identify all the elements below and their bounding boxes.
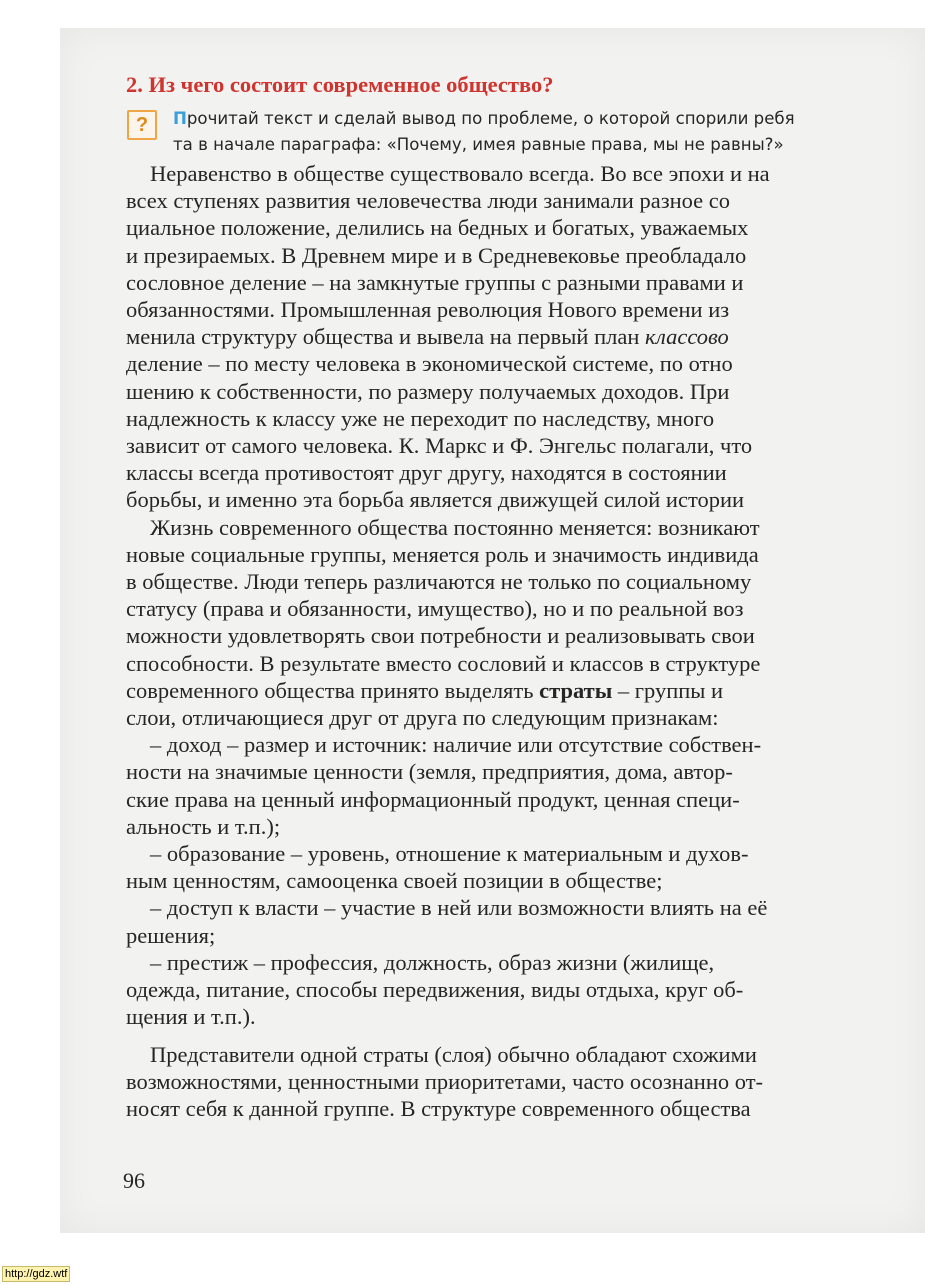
list-item-power <box>126 894 891 948</box>
text-line: обязанностями. Промышленная революция Нового времени из <box>126 297 730 323</box>
text-line: в обществе. Люди теперь различаются не только по социальному <box>126 569 752 595</box>
text-line <box>126 323 891 350</box>
term-class: классово <box>645 324 729 350</box>
text-line <box>126 677 891 704</box>
text-line: ности на значимые ценности (земля, предприятия, дома, автор- <box>126 759 733 785</box>
text-line: носят себя к данной группе. В структуре современного общества <box>126 1095 751 1121</box>
task-line: рочитай текст и сделай вывод по проблеме, о которой спорили ребя <box>186 109 795 128</box>
task-instruction <box>173 106 925 158</box>
text-line: можности удовлетворять свои потребности и реализовывать свои <box>126 623 755 649</box>
text-line: сословное деление – на замкнутые группы с разными правами и <box>126 269 744 295</box>
text-line: Неравенство в обществе существовало всегда. Во все эпохи и на <box>150 161 770 186</box>
text-line: всех ступенях развития человечества люди занимали разное со <box>126 188 731 214</box>
paragraph-2 <box>126 514 891 732</box>
text-line: новые социальные группы, меняется роль и значимость индивида <box>126 541 759 567</box>
criteria-list <box>126 731 891 1030</box>
section-heading: 2. Из чего состоит современное общество? <box>126 72 554 97</box>
task-initial-letter: П <box>173 109 187 128</box>
text-line: – доход – размер и источник: наличие или отсутствие собствен- <box>150 732 762 758</box>
text-line: надлежность к классу уже не переходит по наследству, много <box>126 405 715 431</box>
text-line: статусу (права и обязанности, имущество), но и по реальной воз <box>126 596 744 622</box>
text-line: Жизнь современного общества постоянно меняется: возникают <box>150 514 760 540</box>
text-line: способности. В результате вместо сословий и классов в структуре <box>126 650 761 676</box>
page-number: 96 <box>123 1168 145 1193</box>
text-line: борьбы, и именно эта борьба является движущей силой истории <box>126 487 745 513</box>
text-line: циальное положение, делились на бедных и богатых, уважаемых <box>126 215 749 241</box>
text-line: Представители одной страты (слоя) обычно обладают схожими <box>150 1041 757 1067</box>
text-line: деление – по месту человека в экономической системе, по отно <box>126 351 733 377</box>
text-line: щения и т.п.). <box>126 1004 256 1030</box>
watermark-link[interactable]: http://gdz.wtf <box>2 1266 70 1282</box>
paragraph-1 <box>126 160 891 514</box>
task-line: та в начале параграфа: «Почему, имея равные права, мы не равны?» <box>173 135 784 154</box>
text-line: одежда, питание, способы передвижения, виды отдыха, круг об- <box>126 977 744 1003</box>
list-item-income <box>126 731 891 840</box>
text-line: – образование – уровень, отношение к материальным и духов- <box>150 841 749 867</box>
text-line: – престиж – профессия, должность, образ жизни (жилище, <box>150 949 715 975</box>
text-fragment: современного общества принято выделять <box>126 677 540 703</box>
text-line: ным ценностям, самооценка своей позиции в обществе; <box>126 868 663 894</box>
question-icon: ? <box>127 110 157 140</box>
list-item-education <box>126 840 891 894</box>
text-line: и презираемых. В Древнем мире и в Средневековье преобладало <box>126 242 747 268</box>
text-line: ские права на ценный информационный продукт, ценная специ- <box>126 786 740 812</box>
text-fragment: – группы и <box>612 677 724 703</box>
textbook-page <box>60 28 925 1233</box>
list-item-prestige <box>126 949 891 1031</box>
text-line: классы всегда противостоят друг другу, находятся в состоянии <box>126 460 727 486</box>
text-line: шению к собственности, по размеру получаемых доходов. При <box>126 378 730 404</box>
term-strata: страты <box>539 677 613 703</box>
text-line: зависит от самого человека. К. Маркс и Ф. Энгельс полагали, что <box>126 433 753 459</box>
paragraph-gap <box>126 1031 891 1041</box>
text-line: – доступ к власти – участие в ней или возможности влиять на её <box>150 895 768 921</box>
text-line: альность и т.п.); <box>126 813 281 839</box>
text-line: возможностями, ценностными приоритетами, часто осознанно от- <box>126 1068 764 1094</box>
paragraph-3 <box>126 1041 891 1123</box>
text-line: решения; <box>126 922 216 948</box>
body-text <box>126 160 891 1122</box>
text-fragment: менила структуру общества и вывела на первый план <box>126 324 646 350</box>
text-line: слои, отличающиеся друг от друга по следующим признакам: <box>126 705 719 731</box>
